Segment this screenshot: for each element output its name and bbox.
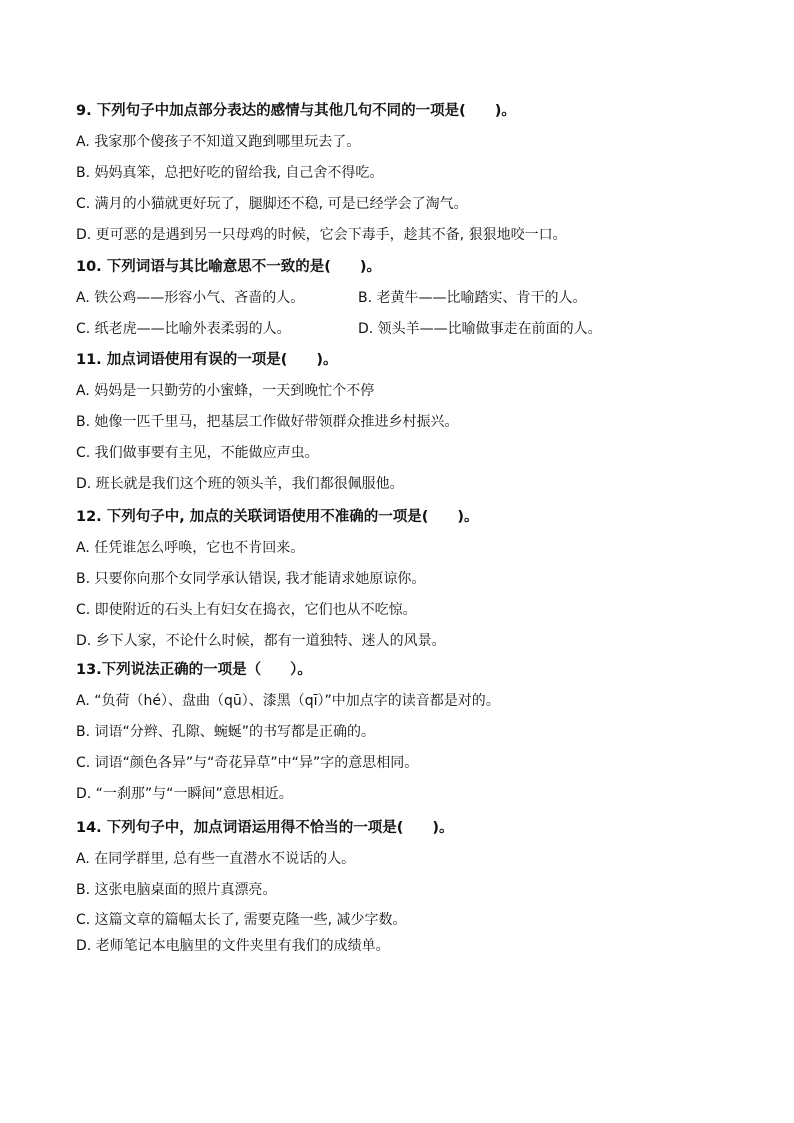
question-12 xyxy=(76,507,736,651)
question-14 xyxy=(76,818,736,956)
option-d: D. 老师笔记本电脑里的文件夹里有我们的成绩单。 xyxy=(76,938,390,954)
option-b: B. 只要你向那个女同学承认错误, 我才能请求她原谅你。 xyxy=(76,571,426,587)
option-b: B. 老黄牛——比喻踏实、肯干的人。 xyxy=(358,290,587,306)
question-title: 13.下列说法正确的一项是（ ）。 xyxy=(76,662,312,678)
option-d: D. 领头羊——比喻做事走在前面的人。 xyxy=(358,321,602,337)
question-13 xyxy=(76,660,736,804)
option-d: D. 更可恶的是遇到另一只母鸡的时候，它会下毒手，趁其不备, 狠狠地咬一口。 xyxy=(76,227,567,243)
option-c: C. 这篇文章的篇幅太长了, 需要克隆一些, 减少字数。 xyxy=(76,912,407,928)
option-row-2 xyxy=(76,319,736,339)
question-title: 10. 下列词语与其比喻意思不一致的是( )。 xyxy=(76,259,381,275)
question-title: 12. 下列句子中, 加点的关联词语使用不准确的一项是( )。 xyxy=(76,509,479,525)
option-a: A. “负荷（hé）、盘曲（qū）、漆黑（qī）”中加点字的读音都是对的。 xyxy=(76,693,500,709)
option-c: C. 即使附近的石头上有妇女在捣衣，它们也从不吃惊。 xyxy=(76,602,417,618)
option-b: B. 她像一匹千里马，把基层工作做好带领群众推进乡村振兴。 xyxy=(76,414,459,430)
option-a: A. 铁公鸡——形容小气、吝啬的人。 xyxy=(76,290,305,306)
option-b: B. 这张电脑桌面的照片真漂亮。 xyxy=(76,882,277,898)
option-row-1 xyxy=(76,288,736,308)
option-c: C. 词语“颜色各异”与“奇花异草”中“异”字的意思相同。 xyxy=(76,755,419,771)
option-a: A. 妈妈是一只勤劳的小蜜蜂，一天到晚忙个不停 xyxy=(76,383,375,399)
option-a: A. 任凭谁怎么呼唤，它也不肯回来。 xyxy=(76,540,305,556)
question-9 xyxy=(76,101,736,245)
option-c: C. 我们做事要有主见，不能做应声虫。 xyxy=(76,445,319,461)
option-c: C. 满月的小猫就更好玩了，腿脚还不稳, 可是已经学会了淘气。 xyxy=(76,196,468,212)
option-d: D. 乡下人家，不论什么时候，都有一道独特、迷人的风景。 xyxy=(76,633,446,649)
option-c: C. 纸老虎——比喻外表柔弱的人。 xyxy=(76,321,291,337)
option-a: A. 我家那个傻孩子不知道又跑到哪里玩去了。 xyxy=(76,134,361,150)
option-a: A. 在同学群里, 总有些一直潜水不说话的人。 xyxy=(76,851,356,867)
question-11 xyxy=(76,350,736,494)
option-d: D. “一刹那”与“一瞬间”意思相近。 xyxy=(76,786,293,802)
question-title: 14. 下列句子中，加点词语运用得不恰当的一项是( )。 xyxy=(76,820,454,836)
option-b: B. 词语“分辫、孔隙、蜿蜒”的书写都是正确的。 xyxy=(76,724,376,740)
option-d: D. 班长就是我们这个班的领头羊，我们都很佩服他。 xyxy=(76,476,404,492)
question-10 xyxy=(76,257,736,339)
question-title: 11. 加点词语使用有误的一项是( )。 xyxy=(76,352,338,368)
question-title: 9. 下列句子中加点部分表达的感情与其他几句不同的一项是( )。 xyxy=(76,103,516,119)
option-b: B. 妈妈真笨，总把好吃的留给我, 自己舍不得吃。 xyxy=(76,165,384,181)
